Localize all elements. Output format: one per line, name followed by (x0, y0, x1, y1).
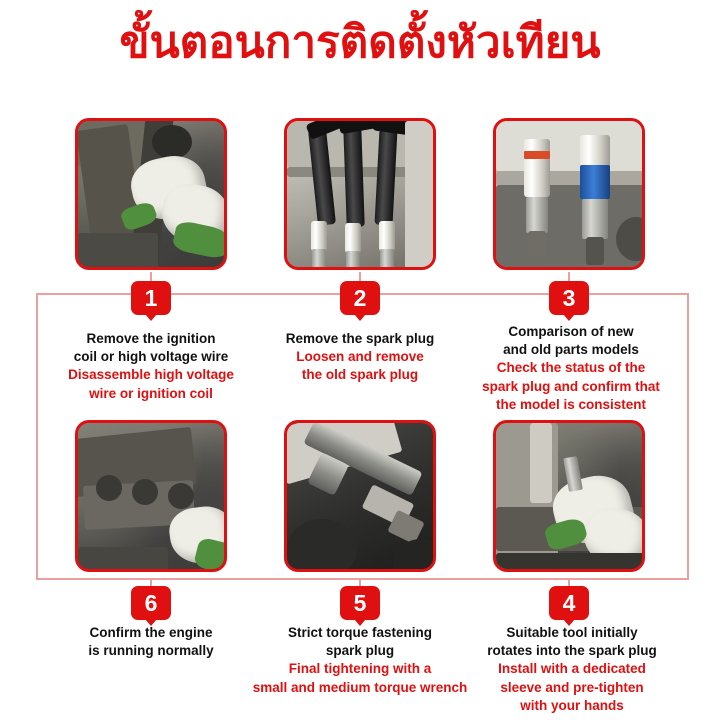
step-4-red-line-3: with your hands (520, 697, 624, 713)
step-4-red-line-2: sleeve and pre-tighten (500, 679, 644, 695)
photo-1-artwork (78, 121, 224, 267)
photo-engine-running (75, 420, 227, 572)
photo-hand-install-plug (493, 420, 645, 572)
photo-4-artwork (496, 423, 642, 569)
step-badge-5: 5 (340, 586, 380, 620)
photo-5-artwork (287, 423, 433, 569)
step-2-red-line-2: the old spark plug (301, 367, 419, 383)
connector-line-right-spine (687, 293, 689, 578)
step-3-red-line-3: the model is consistent (495, 396, 647, 412)
connector-line-left-spine (36, 293, 38, 578)
step-2-red-line-1: Loosen and remove (296, 349, 424, 365)
photo-3-artwork (496, 121, 642, 267)
step-caption-6 (44, 624, 258, 660)
step-6-black-line-1: Confirm the engine (89, 625, 213, 640)
step-1-red-line-1: Disassemble high voltage (68, 367, 234, 383)
step-caption-3 (463, 323, 679, 414)
page-title: ขั้นตอนการติดตั้งหัวเทียน (119, 17, 601, 68)
connector-line (36, 578, 689, 580)
step-3-red-line-1: Check the status of the (496, 360, 646, 376)
step-2-black-line-1: Remove the spark plug (285, 331, 435, 346)
step-4-red-line-1: Install with a dedicated (498, 661, 646, 677)
step-4-black-line-1: Suitable tool initially (506, 625, 638, 640)
step-badge-1: 1 (131, 281, 171, 315)
step-caption-1 (40, 330, 262, 403)
step-5-black-line-1: Strict torque fastening (287, 625, 432, 640)
photo-removing-spark-plug (284, 118, 436, 270)
step-5-red-line-1: Final tightening with a (288, 661, 432, 677)
step-6-black-line-2: is running normally (88, 643, 214, 659)
photo-removing-ignition-coil (75, 118, 227, 270)
step-badge-4: 4 (549, 586, 589, 620)
step-1-black-line-1: Remove the ignition (86, 331, 216, 346)
step-caption-4 (460, 624, 684, 715)
step-4-black-line-2: rotates into the spark plug (487, 643, 657, 659)
step-3-black-line-1: Comparison of new (508, 324, 634, 339)
step-1-black-line-2: coil or high voltage wire (73, 349, 229, 365)
photo-torque-wrench (284, 420, 436, 572)
photo-2-artwork (287, 121, 433, 267)
step-3-red-line-2: spark plug and confirm that (482, 378, 660, 394)
photo-compare-new-old-plugs (493, 118, 645, 270)
step-badge-6: 6 (131, 586, 171, 620)
step-caption-5 (248, 624, 472, 697)
photo-6-artwork (78, 423, 224, 569)
step-5-red-line-2: small and medium torque wrench (252, 679, 468, 695)
step-3-black-line-2: and old parts models (503, 342, 639, 358)
step-caption-2 (254, 330, 466, 385)
step-badge-3: 3 (549, 281, 589, 315)
step-1-red-line-2: wire or ignition coil (89, 385, 213, 401)
step-5-black-line-2: spark plug (325, 643, 395, 659)
step-badge-2: 2 (340, 281, 380, 315)
